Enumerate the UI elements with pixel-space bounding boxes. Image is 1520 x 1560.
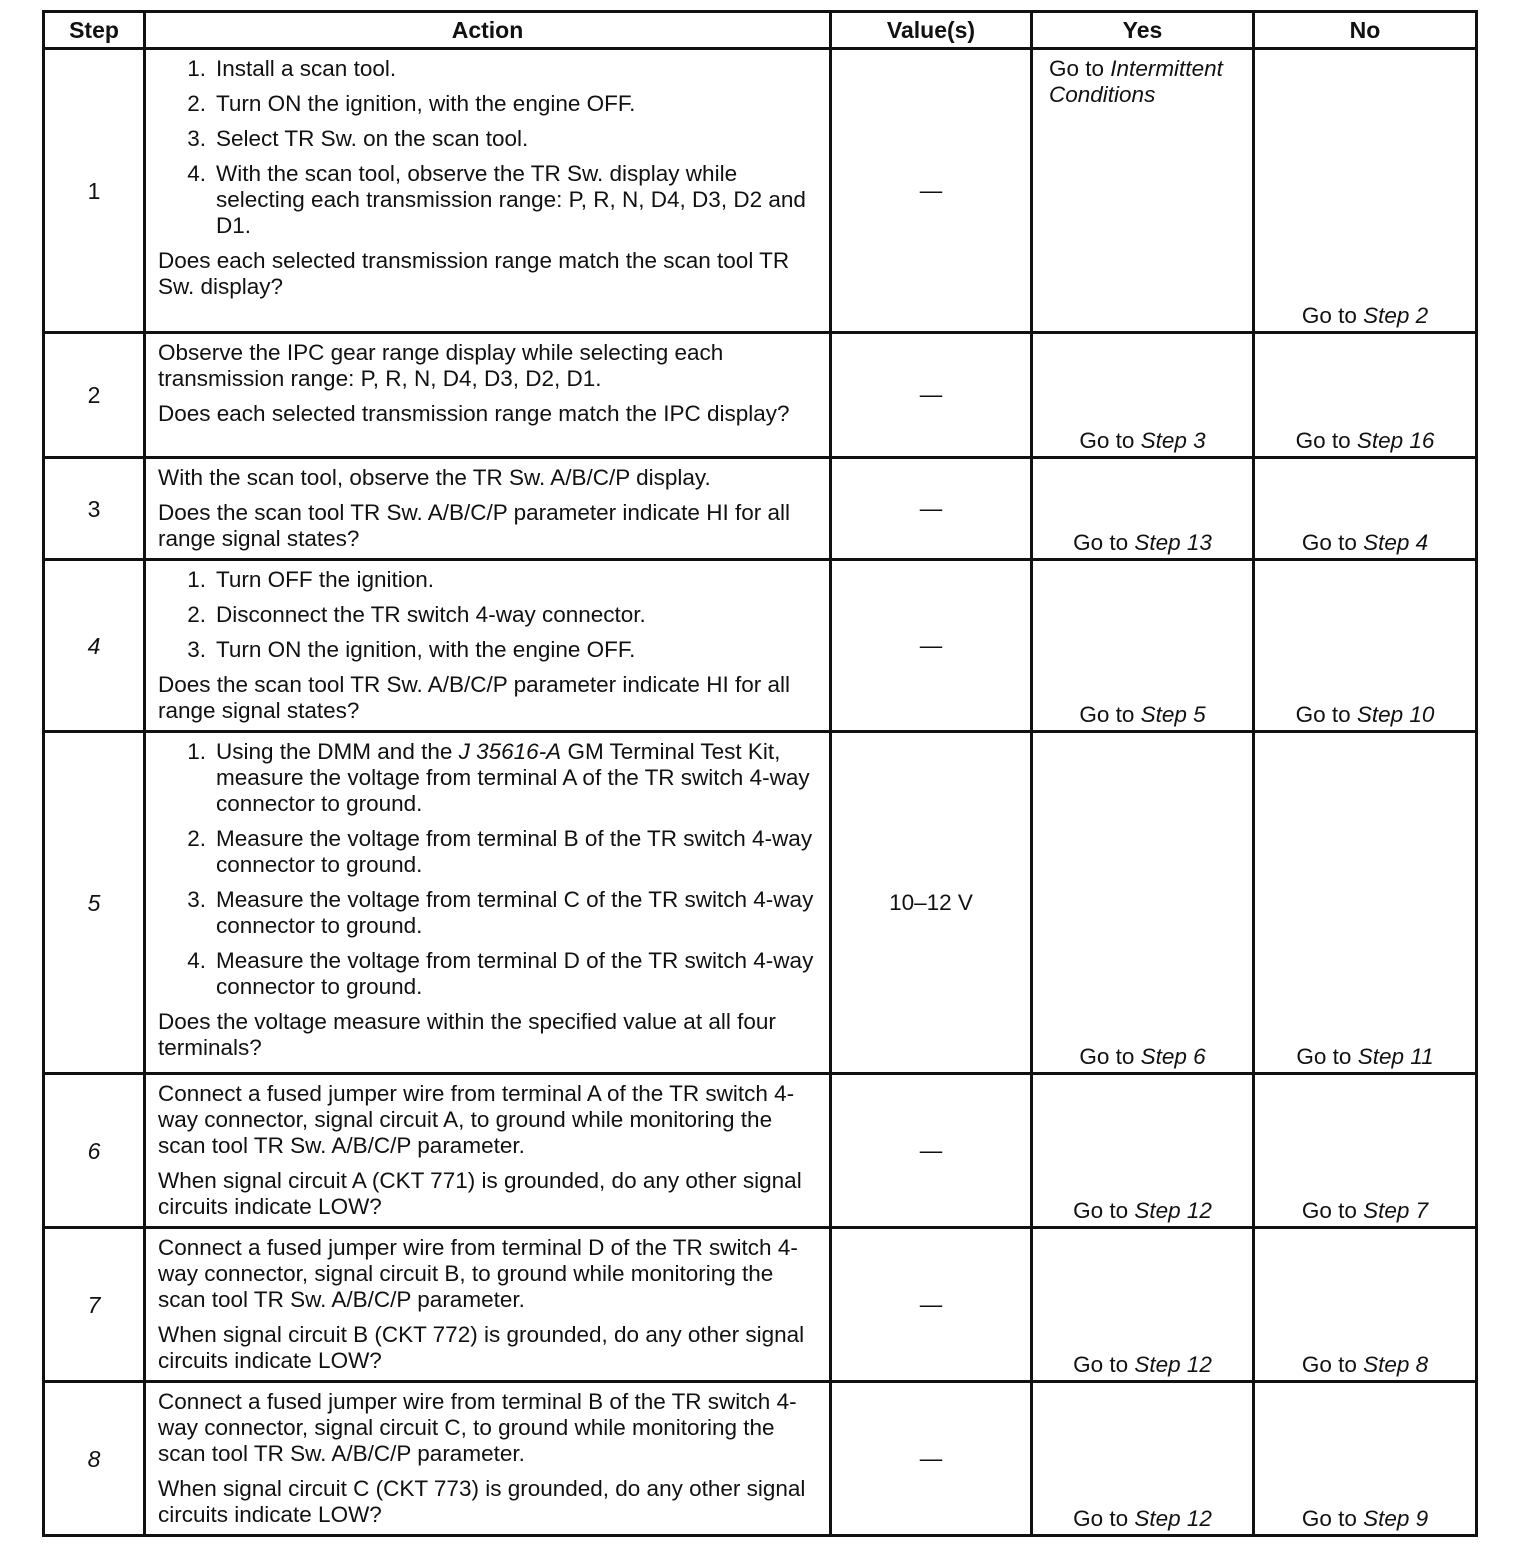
list-item: 1. Turn OFF the ignition. (187, 567, 435, 592)
action-cell (145, 333, 831, 458)
yes-link[interactable]: Go to Step 6 (1079, 1044, 1206, 1069)
table-row (44, 1074, 1477, 1228)
yes-cell (1032, 1382, 1254, 1536)
header-step: Step (44, 12, 145, 49)
yes-cell (1032, 1074, 1254, 1228)
question-text: When signal circuit C (CKT 773) is grounded, do any other signal circuits indicate LOW? (158, 1476, 806, 1527)
no-cell (1254, 49, 1477, 333)
step-number: 1 (44, 49, 145, 333)
no-link[interactable]: Go to Step 11 (1296, 1044, 1434, 1069)
table-row (44, 732, 1477, 1074)
header-values: Value(s) (831, 12, 1032, 49)
yes-cell (1032, 49, 1254, 333)
step-number: 6 (44, 1074, 145, 1228)
table-row (44, 49, 1477, 333)
question-text: Does each selected transmission range match the IPC display? (158, 401, 790, 426)
question-text: Does the scan tool TR Sw. A/B/C/P parameter indicate HI for all range signal states? (158, 672, 790, 723)
action-cell (145, 1382, 831, 1536)
no-cell (1254, 560, 1477, 732)
question-text: When signal circuit A (CKT 771) is grounded, do any other signal circuits indicate LOW? (158, 1168, 802, 1219)
action-list (158, 56, 819, 239)
list-item: 4. Measure the voltage from terminal D of the TR switch 4-way connector to ground. (187, 948, 814, 999)
action-cell (145, 458, 831, 560)
yes-link[interactable]: Go to Step 12 (1073, 1352, 1212, 1377)
yes-link[interactable]: Go to Step 5 (1079, 702, 1206, 727)
action-text: Connect a fused jumper wire from terminal B of the TR switch 4-way connector, signal circuit C, to ground while monitoring the scan tool TR Sw. A/B/C/P parameter. (158, 1389, 797, 1466)
diagnostic-table (42, 10, 1478, 1537)
action-list (158, 567, 819, 663)
list-item: 3. Select TR Sw. on the scan tool. (187, 126, 529, 151)
list-item: 3. Turn ON the ignition, with the engine OFF. (187, 637, 636, 662)
no-link[interactable]: Go to Step 10 (1295, 702, 1435, 727)
table-row (44, 1228, 1477, 1382)
value-cell: — (831, 1382, 1032, 1536)
step-number: 2 (44, 333, 145, 458)
yes-cell (1032, 458, 1254, 560)
table-row (44, 458, 1477, 560)
header-row (44, 12, 1477, 49)
list-item: 1. Install a scan tool. (187, 56, 397, 81)
action-text: Observe the IPC gear range display while selecting each transmission range: P, R, N, D4, D3, D2, D1. (158, 340, 724, 391)
step-number: 8 (44, 1382, 145, 1536)
no-cell (1254, 458, 1477, 560)
value-cell: — (831, 333, 1032, 458)
list-item: 2. Measure the voltage from terminal B of the TR switch 4-way connector to ground. (187, 826, 813, 877)
value-cell: — (831, 1074, 1032, 1228)
question-text: Does each selected transmission range match the scan tool TR Sw. display? (158, 248, 790, 299)
yes-link[interactable]: Go to Step 12 (1073, 1506, 1212, 1531)
value-cell: — (831, 1228, 1032, 1382)
action-text: With the scan tool, observe the TR Sw. A/B/C/P display. (158, 465, 711, 490)
header-yes: Yes (1032, 12, 1254, 49)
value-cell: — (831, 560, 1032, 732)
header-no: No (1254, 12, 1477, 49)
no-link[interactable]: Go to Step 16 (1295, 428, 1435, 453)
yes-link[interactable]: Go to Step 3 (1079, 428, 1206, 453)
action-cell (145, 1074, 831, 1228)
no-link[interactable]: Go to Step 9 (1301, 1506, 1429, 1531)
no-link[interactable]: Go to Step 7 (1301, 1198, 1429, 1223)
yes-link[interactable]: Go to Step 13 (1073, 530, 1212, 555)
action-cell (145, 49, 831, 333)
step-number: 5 (44, 732, 145, 1074)
question-text: When signal circuit B (CKT 772) is grounded, do any other signal circuits indicate LOW? (158, 1322, 805, 1373)
list-item: 1. Using the DMM and the J 35616-A GM Terminal Test Kit, measure the voltage from terminal A of the TR switch 4-way connector to ground. (187, 739, 810, 816)
table-row (44, 333, 1477, 458)
value-cell: — (831, 49, 1032, 333)
yes-link[interactable]: Go to Intermittent Conditions (1049, 56, 1223, 107)
yes-cell (1032, 333, 1254, 458)
no-cell (1254, 1228, 1477, 1382)
action-cell (145, 560, 831, 732)
yes-cell (1032, 1228, 1254, 1382)
value-cell: 10–12 V (831, 732, 1032, 1074)
tool-name: J 35616-A (458, 739, 562, 764)
no-link[interactable]: Go to Step 4 (1301, 530, 1429, 555)
action-cell (145, 732, 831, 1074)
table-row (44, 560, 1477, 732)
step-number: 4 (44, 560, 145, 732)
step-number: 3 (44, 458, 145, 560)
no-link[interactable]: Go to Step 2 (1301, 303, 1429, 328)
yes-cell (1032, 732, 1254, 1074)
action-cell (145, 1228, 831, 1382)
question-text: Does the voltage measure within the specified value at all four terminals? (158, 1009, 776, 1060)
no-cell (1254, 732, 1477, 1074)
no-cell (1254, 1074, 1477, 1228)
list-item: 2. Disconnect the TR switch 4-way connector. (187, 602, 646, 627)
list-item: 4. With the scan tool, observe the TR Sw. display while selecting each transmission range: P, R, N, D4, D3, D2 and D1. (187, 161, 806, 238)
action-text: Connect a fused jumper wire from terminal D of the TR switch 4-way connector, signal circuit B, to ground while monitoring the scan tool TR Sw. A/B/C/P parameter. (158, 1235, 798, 1312)
value-cell: — (831, 458, 1032, 560)
table-row (44, 1382, 1477, 1536)
action-list (158, 739, 819, 1000)
list-item: 3. Measure the voltage from terminal C of the TR switch 4-way connector to ground. (187, 887, 814, 938)
step-number: 7 (44, 1228, 145, 1382)
no-cell (1254, 1382, 1477, 1536)
list-item: 2. Turn ON the ignition, with the engine OFF. (187, 91, 636, 116)
yes-cell (1032, 560, 1254, 732)
no-cell (1254, 333, 1477, 458)
yes-link[interactable]: Go to Step 12 (1073, 1198, 1212, 1223)
action-text: Connect a fused jumper wire from terminal A of the TR switch 4-way connector, signal circuit A, to ground while monitoring the scan tool TR Sw. A/B/C/P parameter. (158, 1081, 795, 1158)
header-action: Action (145, 12, 831, 49)
question-text: Does the scan tool TR Sw. A/B/C/P parameter indicate HI for all range signal states? (158, 500, 790, 551)
no-link[interactable]: Go to Step 8 (1301, 1352, 1429, 1377)
